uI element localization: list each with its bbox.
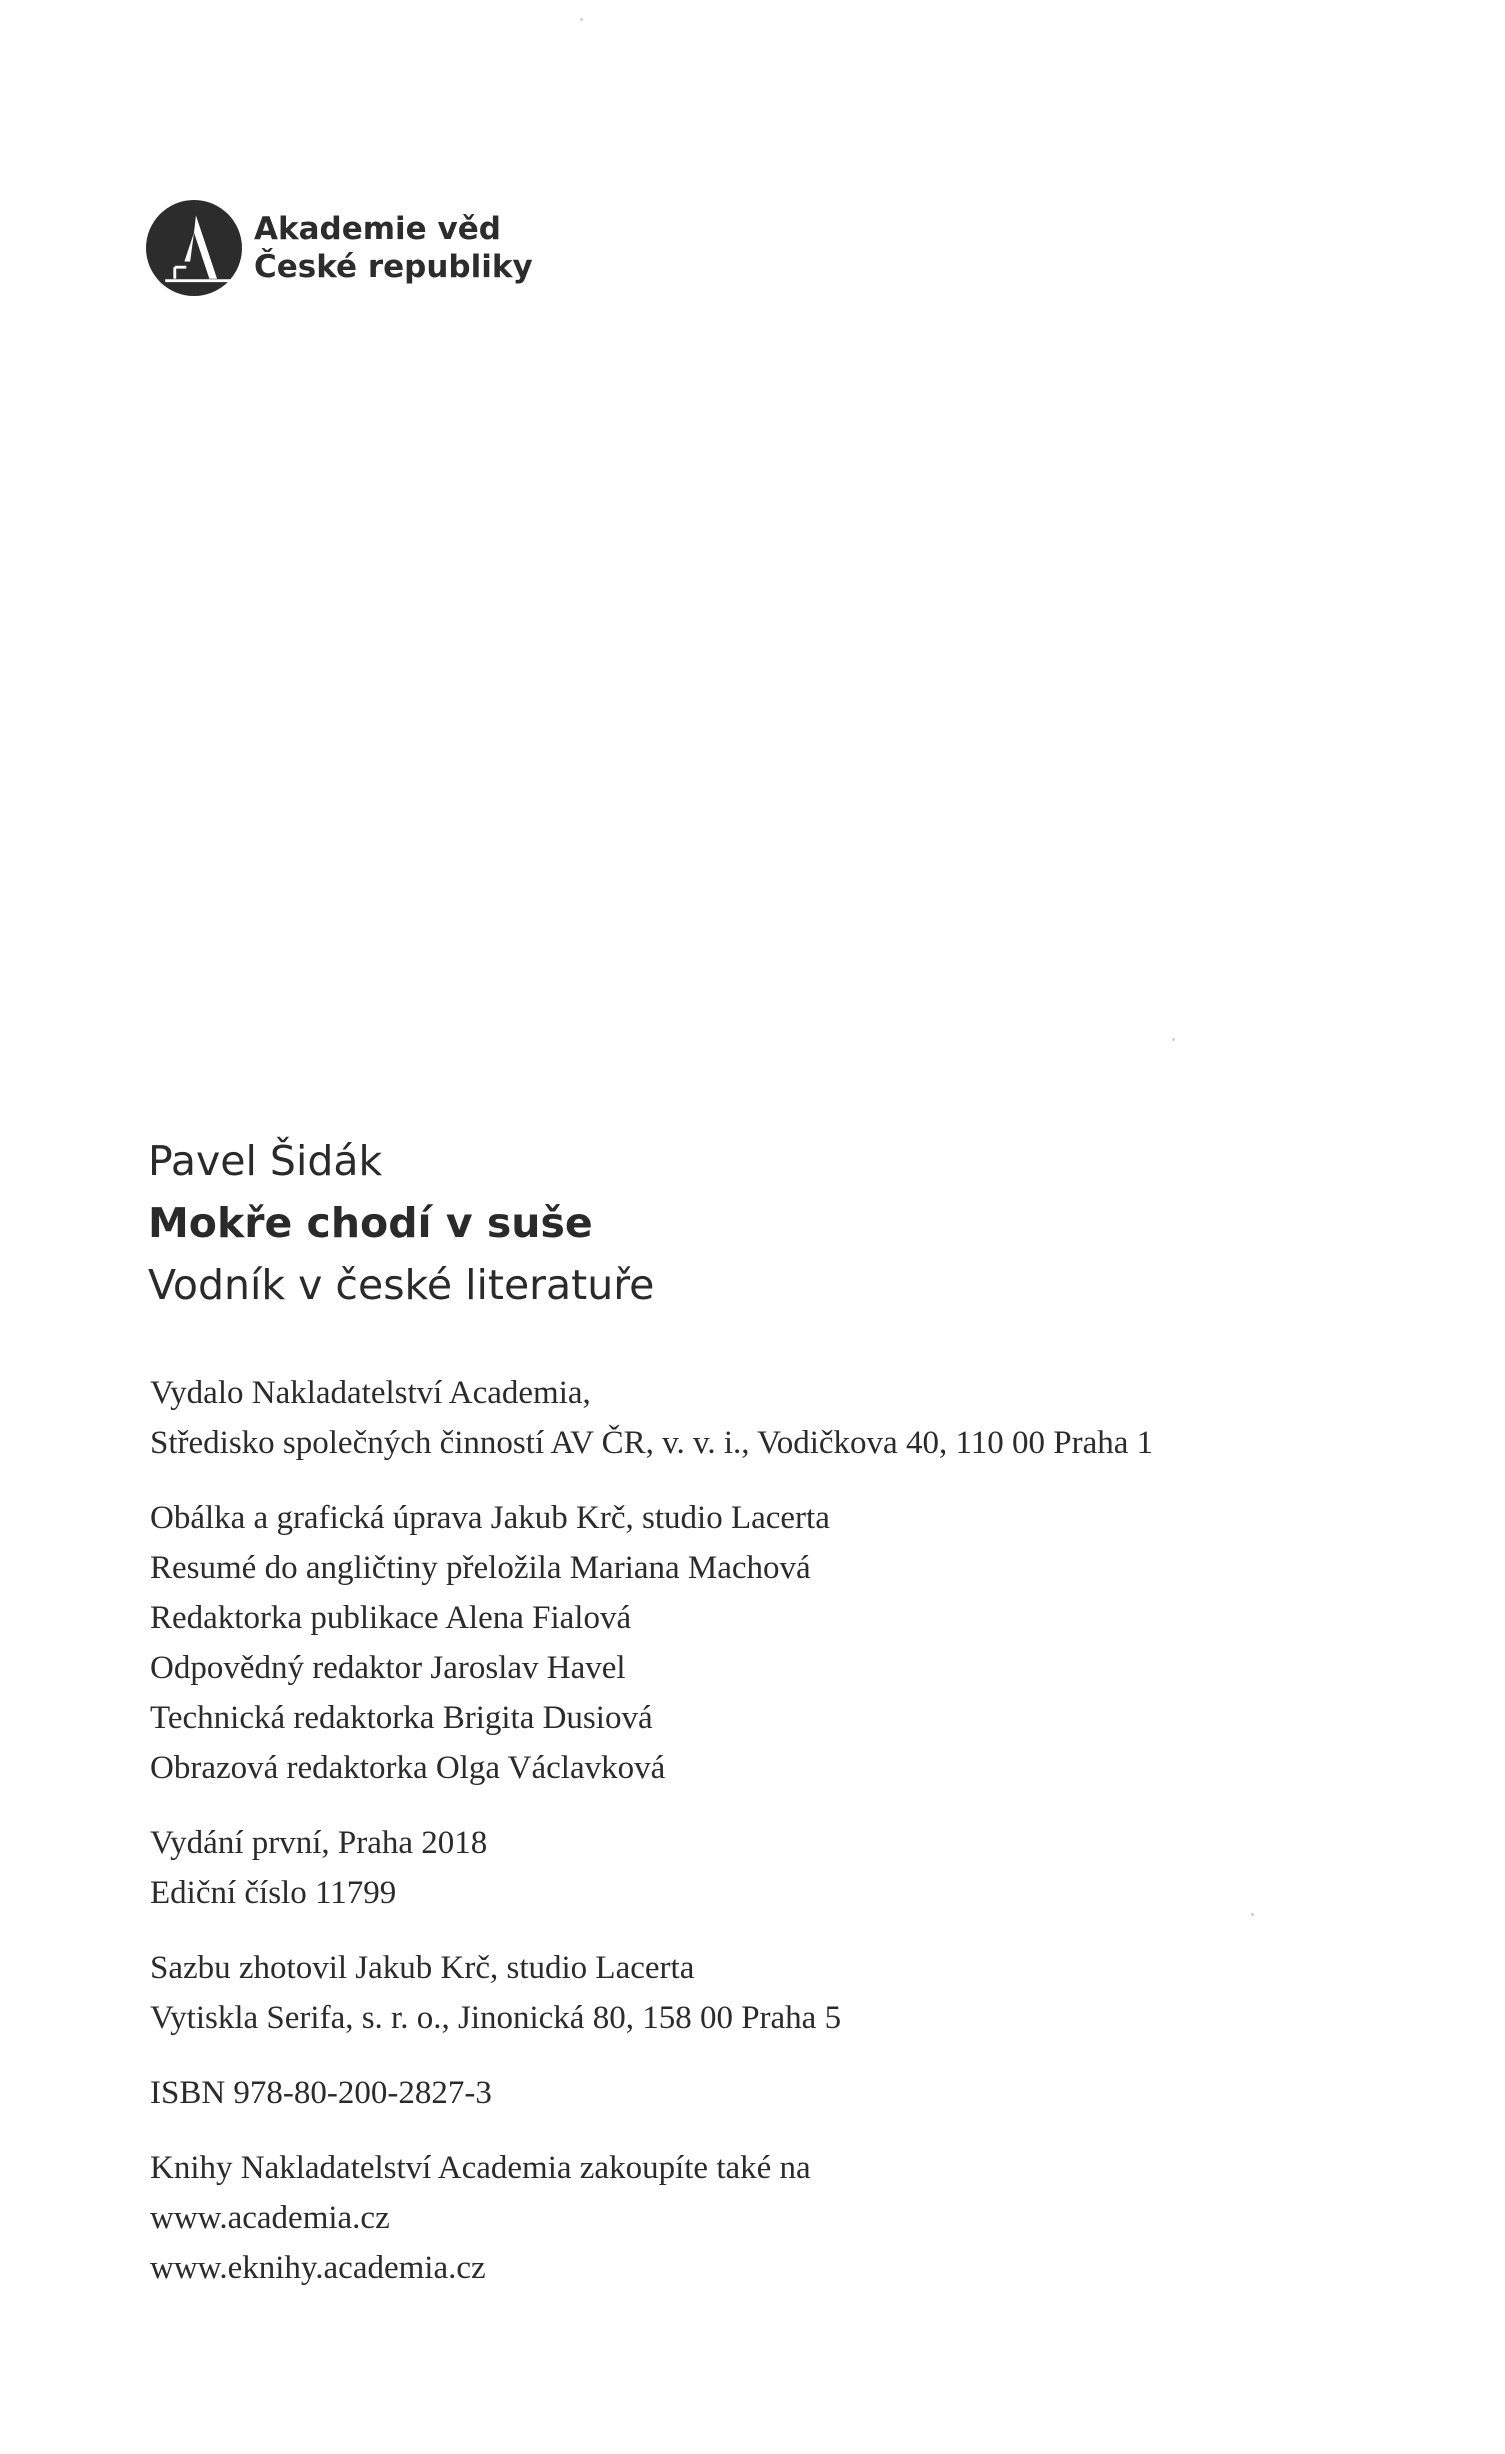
book-title: Mokře chodí v suše: [148, 1199, 593, 1247]
credit-line: Odpovědný redaktor Jaroslav Havel: [150, 1650, 626, 1686]
title-block: [148, 1130, 654, 1316]
author-name: Pavel Šidák: [148, 1137, 383, 1185]
website-url: www.academia.cz: [150, 2200, 390, 2236]
publisher-line: Vydalo Nakladatelství Academia,: [150, 1375, 591, 1411]
printing-line: Vytiskla Serifa, s. r. o., Jinonická 80, 158 00 Praha 5: [150, 2000, 842, 2036]
academy-a-logo-icon: [146, 200, 242, 296]
credit-line: Obrazová redaktorka Olga Václavková: [150, 1750, 666, 1786]
isbn-info: [150, 2068, 1400, 2118]
publisher-info: [150, 1368, 1400, 1468]
purchase-info: [150, 2143, 1400, 2293]
paper-speck: [1172, 1038, 1175, 1041]
isbn-line: ISBN 978-80-200-2827-3: [150, 2075, 492, 2111]
academy-logo: [146, 200, 533, 296]
paper-speck: [1251, 1913, 1254, 1916]
credit-line: Technická redaktorka Brigita Dusiová: [150, 1700, 653, 1736]
logo-line-1: Akademie věd: [254, 211, 501, 247]
credits: [150, 1493, 1400, 1793]
credit-line: Obálka a grafická úprava Jakub Krč, studio Lacerta: [150, 1500, 830, 1536]
edition-line: Vydání první, Praha 2018: [150, 1825, 488, 1861]
edition-line: Ediční číslo 11799: [150, 1875, 397, 1911]
credit-line: Resumé do angličtiny přeložila Mariana Machová: [150, 1550, 811, 1586]
publisher-line: Středisko společných činností AV ČR, v. v. i., Vodičkova 40, 110 00 Praha 1: [150, 1425, 1154, 1461]
academy-logo-text: [254, 210, 533, 286]
credit-line: Redaktorka publikace Alena Fialová: [150, 1600, 632, 1636]
paper-speck: [580, 18, 583, 21]
printing-line: Sazbu zhotovil Jakub Krč, studio Lacerta: [150, 1950, 695, 1986]
colophon: [150, 1368, 1400, 2318]
ebook-website-url: www.eknihy.academia.cz: [150, 2250, 486, 2286]
logo-line-2: České republiky: [254, 249, 533, 285]
book-subtitle: Vodník v české literatuře: [148, 1261, 655, 1309]
printing-info: [150, 1943, 1400, 2043]
purchase-line: Knihy Nakladatelství Academia zakoupíte také na: [150, 2150, 811, 2186]
edition-info: [150, 1818, 1400, 1918]
